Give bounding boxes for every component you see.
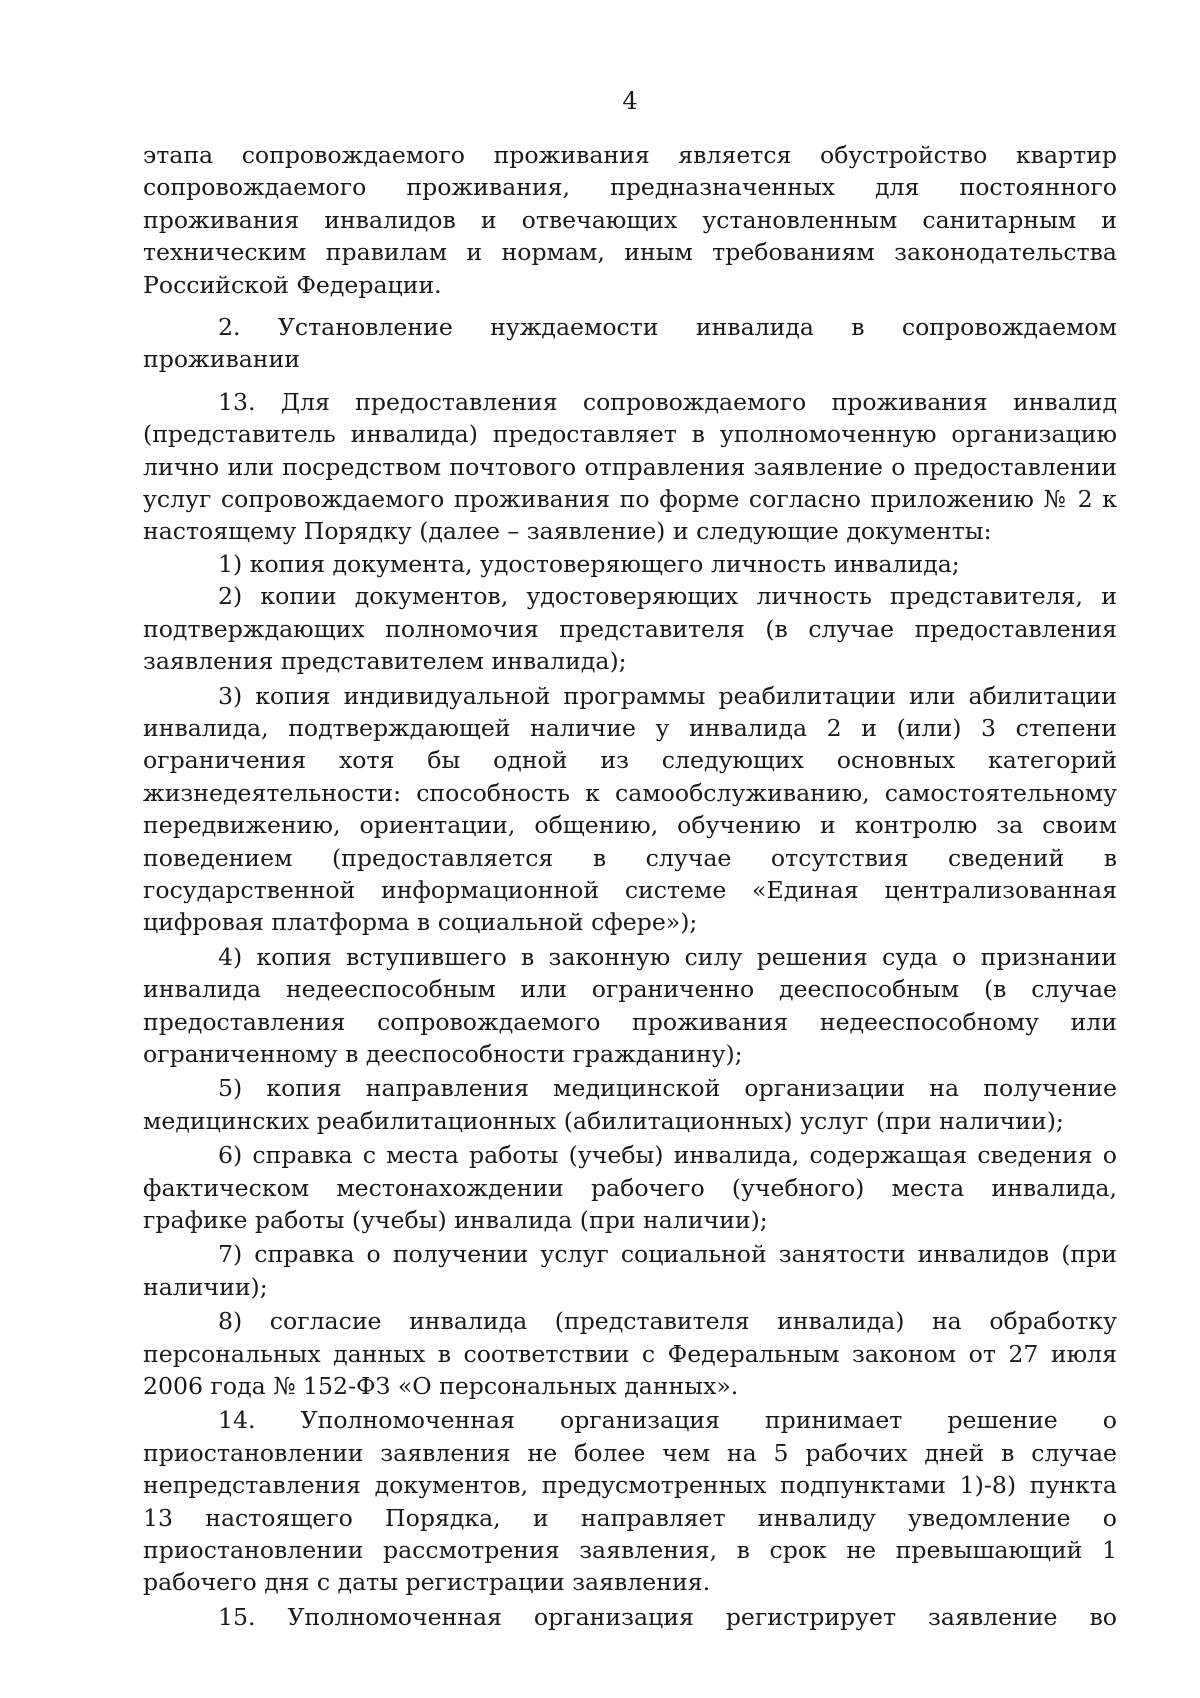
section-heading: 2. Установление нуждаемости инвалида в сопровождаемом проживании [143,313,1117,374]
page-number: 4 [622,87,638,115]
paragraph-continuation: этапа сопровождаемого проживания является обустройство квартир сопровождаемого проживания, предназначенных для постоянного проживания инвалидов и отвечающих установленным санитарным и техническим правилам и нормам, иным требованиям законодательства Российской Федерации. [143,141,1117,299]
document-body [143,139,1117,1633]
paragraph-14: 14. Уполномоченная организация принимает решение о приостановлении заявления не более чем на 5 рабочих дней в случае непредставления документов, предусмотренных подпунктами 1)-8) пункта 13 настоящего Порядка, и направляет инвалиду уведомление о приостановлении рассмотрения заявления, в срок не превышающий 1 рабочего дня с даты регистрации заявления. [143,1406,1117,1597]
list-item-6: 6) справка с места работы (учебы) инвалида, содержащая сведения о фактическом местонахождении рабочего (учебного) места инвалида, графике работы (учебы) инвалида (при наличии); [143,1141,1117,1234]
paragraph-13: 13. Для предоставления сопровождаемого проживания инвалид (представитель инвалида) предоставляет в уполномоченную организацию лично или посредством почтового отправления заявление о предоставлении услуг сопровождаемого проживания по форме согласно приложению № 2 к настоящему Порядку (далее – заявление) и следующие документы: [143,387,1117,546]
list-item-8: 8) согласие инвалида (представителя инвалида) на обработку персональных данных в соответствии с Федеральным законом от 27 июля 2006 года № 152-ФЗ «О персональных данных». [143,1307,1117,1401]
list-item-5: 5) копия направления медицинской организации на получение медицинских реабилитационных (абилитационных) услуг (при наличии); [143,1074,1117,1135]
list-item-3: 3) копия индивидуальной программы реабилитации или абилитации инвалида, подтверждающей наличие у инвалида 2 и (или) 3 степени ограничения хотя бы одной из следующих основных категорий жизнедеятельности: способность к самообслуживанию, самостоятельному передвижению, ориентации, общению, обучению и контролю за своим поведением (предоставляется в случае отсутствия сведений в государственной информационной системе «Единая централизованная цифровая платформа в социальной сфере»); [143,681,1117,937]
list-item-2: 2) копии документов, удостоверяющих личность представителя, и подтверждающих полномочия представителя (в случае предоставления заявления представителем инвалида); [143,582,1117,676]
list-item-7: 7) справка о получении услуг социальной занятости инвалидов (при наличии); [143,1240,1117,1301]
list-item-1: 1) копия документа, удостоверяющего личность инвалида; [218,549,960,578]
paragraph-15: 15. Уполномоченная организация регистрирует заявление во [218,1602,1117,1631]
list-item-4: 4) копия вступившего в законную силу решения суда о признании инвалида недееспособным или ограниченно дееспособным (в случае предоставления сопровождаемого проживания недееспособному или ограниченному в дееспособности гражданину); [143,942,1117,1068]
